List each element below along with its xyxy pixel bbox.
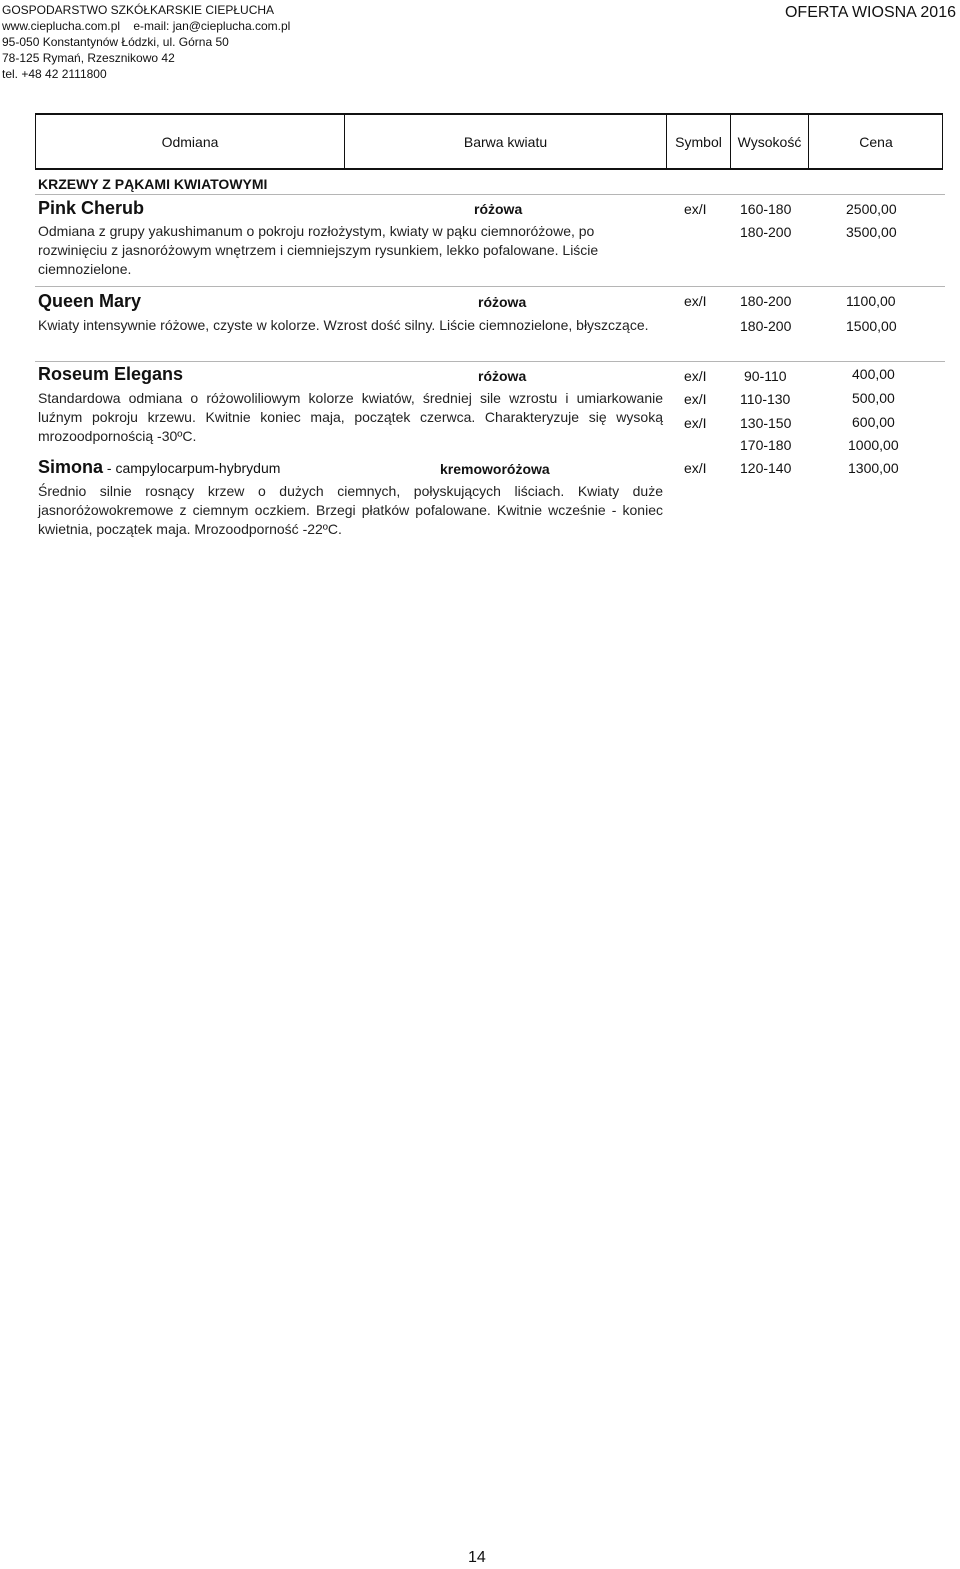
header-barwa: Barwa kwiatu — [344, 115, 666, 168]
product-height: 180-200 — [740, 293, 792, 309]
product-name-line — [38, 457, 280, 478]
product-name: Pink Cherub — [38, 198, 145, 218]
product-price: 1300,00 — [848, 460, 899, 476]
company-name: GOSPODARSTWO SZKÓŁKARSKIE CIEPŁUCHA — [2, 3, 275, 17]
product-price: 3500,00 — [846, 224, 897, 240]
product-color: różowa — [474, 201, 523, 217]
product-height: 130-150 — [740, 415, 792, 431]
row-rule — [35, 286, 945, 287]
product-height: 180-200 — [740, 224, 792, 240]
product-price: 400,00 — [852, 366, 895, 382]
company-phone: tel. +48 42 2111800 — [2, 67, 107, 81]
header-wysokosc: Wysokość — [730, 115, 808, 168]
product-symbol: ex/I — [684, 415, 707, 431]
product-description: Kwiaty intensywnie różowe, czyste w kolorze. Wzrost dość silny. Liście ciemnozielone, błyszczące. — [38, 317, 649, 333]
product-height: 160-180 — [740, 201, 792, 217]
product-symbol: ex/I — [684, 391, 707, 407]
product-price: 500,00 — [852, 390, 895, 406]
product-color: różowa — [478, 294, 527, 310]
offer-title: OFERTA WIOSNA 2016 — [784, 4, 956, 21]
header-cena: Cena — [808, 115, 943, 168]
table-header — [35, 113, 943, 170]
product-height: 170-180 — [740, 437, 792, 453]
product-description: Odmiana z grupy yakushimanum o pokroju rozłożystym, kwiaty w pąku ciemnoróżowe, po rozwinięciu z jasnoróżowym wnętrzem i ciemniejszym rysunkiem, lekko pofalowane. Liście ciemnozielone. — [38, 223, 599, 277]
product-description: Średnio silnie rosnący krzew o dużych ciemnych, połyskujących liściach. Kwiaty duże jasnoróżowokremowe z ciemnym oczkiem. Brzegi płatków pofalowane. Kwitnie wcześnie - koniec kwietnia, początek maja. Mrozoodporność -22ºC. — [38, 483, 663, 537]
product-symbol: ex/I — [684, 368, 707, 384]
company-address-2: 78-125 Rymań, Rzesznikowo 42 — [2, 51, 175, 65]
product-symbol: ex/I — [684, 460, 707, 476]
header-symbol: Symbol — [666, 115, 730, 168]
company-web-email: www.cieplucha.com.pl e-mail: jan@cieplucha.com.pl — [2, 19, 291, 33]
section-title: KRZEWY Z PĄKAMI KWIATOWYMI — [38, 176, 268, 192]
company-info — [2, 2, 290, 82]
product-price: 1000,00 — [848, 437, 899, 453]
product-price: 1500,00 — [846, 318, 897, 334]
product-name-suffix: - campylocarpum-hybrydum — [103, 460, 281, 476]
product-symbol: ex/I — [684, 293, 707, 309]
product-price: 1100,00 — [846, 293, 896, 309]
product-name: Queen Mary — [38, 291, 142, 311]
page-number: 14 — [468, 1549, 486, 1566]
product-price: 600,00 — [852, 414, 895, 430]
product-name: Simona — [38, 457, 104, 477]
product-height: 110-130 — [740, 391, 791, 407]
row-rule — [35, 361, 945, 362]
product-height: 180-200 — [740, 318, 792, 334]
product-height: 120-140 — [740, 460, 792, 476]
company-address-1: 95-050 Konstantynów Łódzki, ul. Górna 50 — [2, 35, 229, 49]
header-odmiana: Odmiana — [161, 133, 219, 150]
product-description: Standardowa odmiana o różowoliliowym kolorze kwiatów, średniej sile wzrostu i umiarkowanie luźnym pokroju krzewu. Kwitnie koniec maja, początek czerwca. Charakteryzuje się wysoką mrozoodpornością -30ºC. — [38, 390, 663, 444]
product-name: Roseum Elegans — [38, 364, 184, 384]
section-rule — [35, 194, 945, 195]
product-height: 90-110 — [744, 368, 787, 384]
product-symbol: ex/I — [684, 201, 707, 217]
product-color: różowa — [478, 368, 527, 384]
product-color: kremoworóżowa — [440, 461, 550, 477]
product-price: 2500,00 — [846, 201, 897, 217]
